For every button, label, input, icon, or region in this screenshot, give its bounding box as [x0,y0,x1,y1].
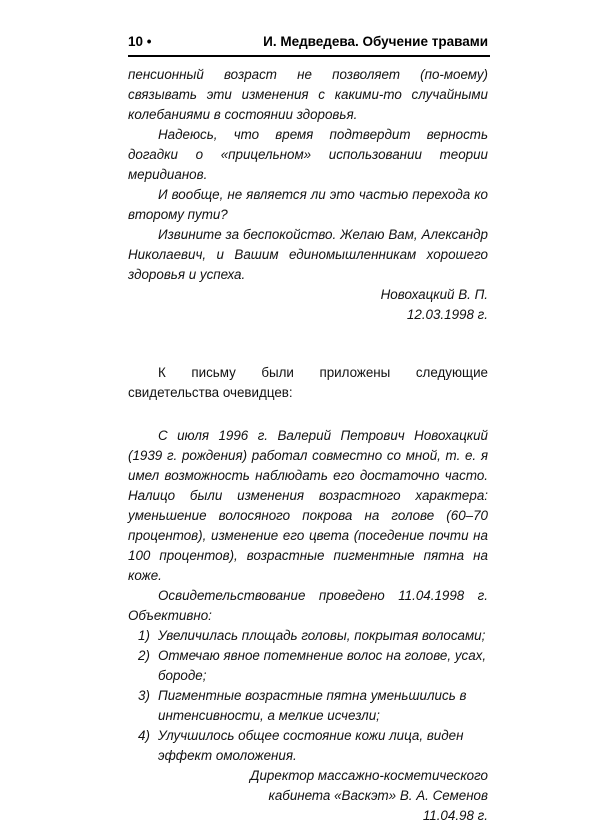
list-item-number: 3) [138,688,150,703]
list-item [128,686,488,726]
header-bullet: • [146,34,152,49]
list-item [128,626,488,646]
section-spacer [128,403,488,426]
testimony-signature-date: 11.04.98 г. [422,808,488,823]
list-item [128,726,488,766]
page-number: 10 [128,34,144,49]
letter-signature-date: 12.03.1998 г. [406,307,488,322]
page-header [128,34,488,49]
attachments-intro: К письму были приложены следующие свидетельства очевидцев: [128,365,488,400]
section-spacer [128,325,488,363]
letter-paragraph-3: И вообще, не является ли это частью перехода ко второму пути? [128,187,488,222]
list-item-text: Отмечаю явное потемнение волос на голове, усах, бороде; [158,648,487,683]
testimony-paragraph-2: Освидетельствование проведено 11.04.1998 г. Объективно: [128,588,488,623]
letter-paragraph-1: пенсионный возраст не позволяет (по-моему) связывать эти изменения с какими-то случайными колебаниями в состоянии здоровья. [128,67,488,122]
page-number-group [128,34,152,49]
letter-paragraph-2: Надеюсь, что время подтвердит верность догадки о «прицельном» использовании теории меридианов. [128,127,488,182]
testimony-paragraph-1: С июля 1996 г. Валерий Петрович Новохацкий (1939 г. рождения) работал совместно со мной, т. е. я имел возможность наблюдать его достаточно часто. Налицо были изменения возрастного характера: уменьшение волосяного покрова на голове (60–70 процентов), изменение его цвета (поседение почти на 100 процентов), возрастные пигментные пятна на коже. [128,428,488,583]
list-item-number: 4) [138,728,150,743]
testimony-signature: Директор массажно-косметического кабинета «Васкэт» В. А. Семенов [250,768,488,803]
list-item-text: Увеличилась площадь головы, покрытая волосами; [158,628,486,643]
list-item-number: 1) [138,628,150,643]
list-item-text: Улучшилось общее состояние кожи лица, виден эффект омоложения. [158,728,464,763]
header-rule [128,55,490,57]
running-title: И. Медведева. Обучение травами [263,34,488,49]
list-item-number: 2) [138,648,150,663]
page-body [128,65,488,826]
letter-paragraph-4: Извините за беспокойство. Желаю Вам, Александр Николаевич, и Вашим единомышленникам хорошего здоровья и успеха. [128,227,488,282]
list-item-text: Пигментные возрастные пятна уменьшились в интенсивности, а мелкие исчезли; [158,688,467,723]
list-item [128,646,488,686]
letter-signature-name: Новохацкий В. П. [380,287,488,302]
